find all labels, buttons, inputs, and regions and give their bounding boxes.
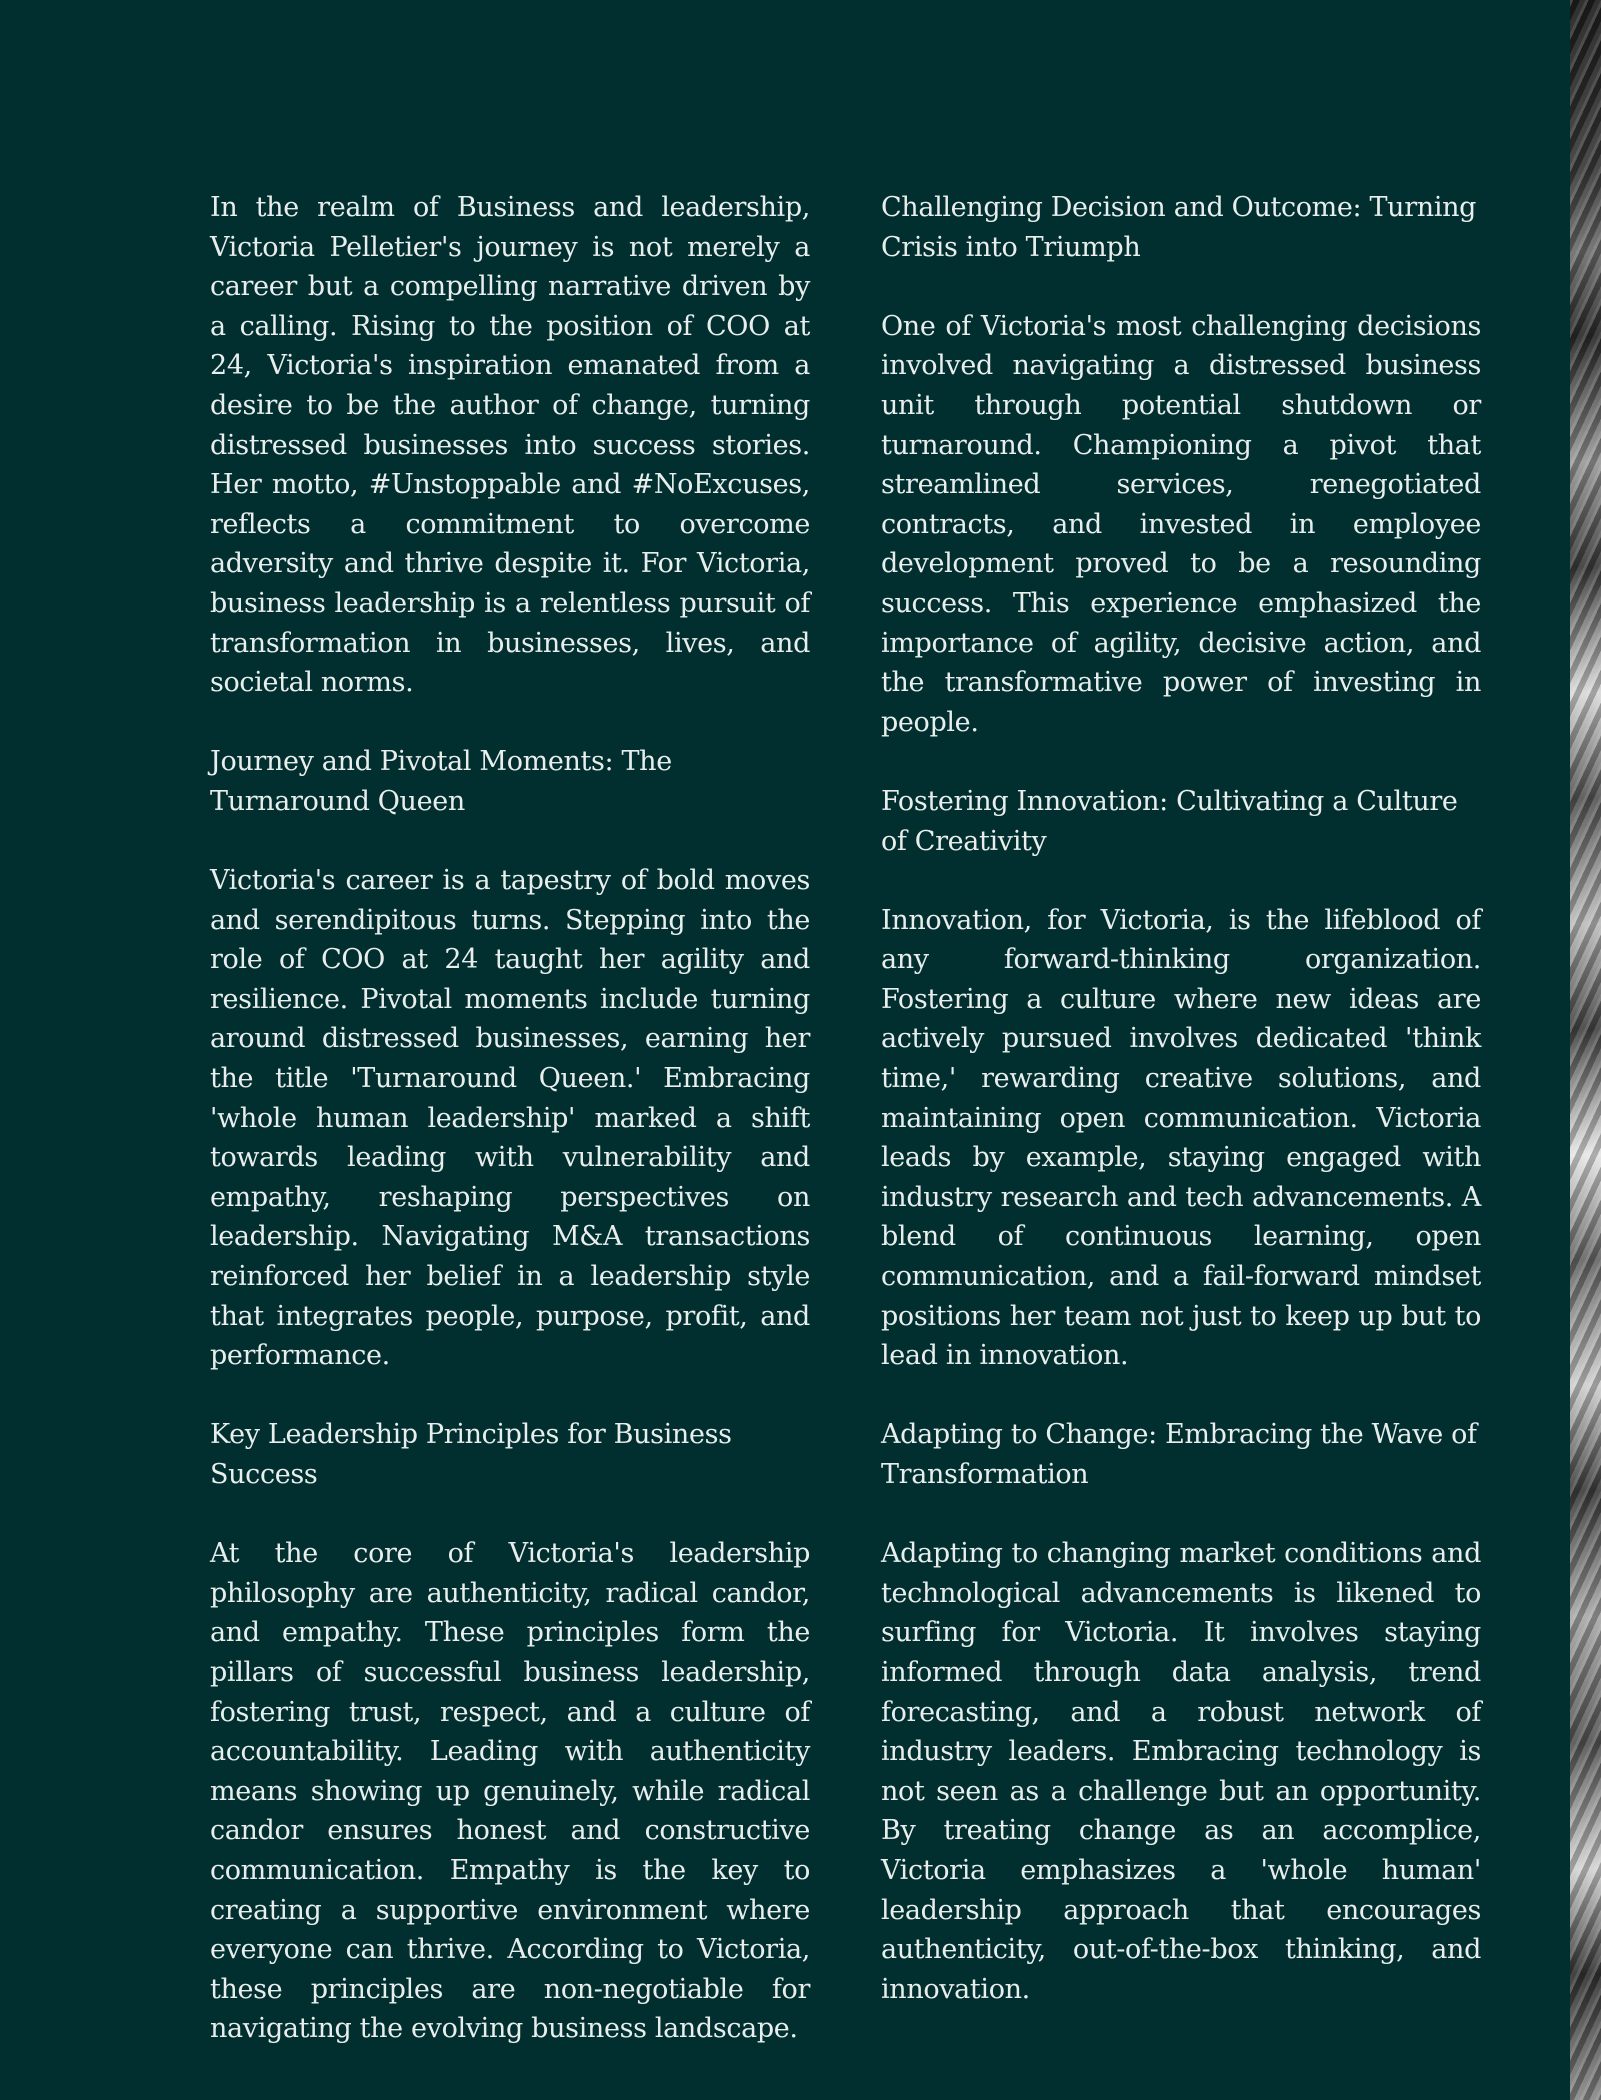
innovation-paragraph: Innovation, for Victoria, is the lifeblood of any forward-thinking organization. Fostering a culture where new ideas are actively pursued involves dedicated 'think time,' rewarding creative solutions, and maintaining open communication. Victoria leads by example, staying engaged with industry research and tech advancements. A blend of continuous learning, open communication, and a fail-forward mindset positions her team not just to keep up but to lead in innovation. [881, 904, 1481, 1372]
change-paragraph: Adapting to changing market conditions and technological advancements is likened to surfing for Victoria. It involves staying informed through data analysis, trend forecasting, and a robust network of industry leaders. Embracing technology is not seen as a challenge but an opportunity. By treating change as an accomplice, Victoria emphasizes a 'whole human' leadership approach that encourages authenticity, out-of-the-box thinking, and innovation. [881, 1538, 1481, 2005]
change-heading: Adapting to Change: Embracing the Wave of Transformation [881, 1419, 1477, 1490]
principles-paragraph: At the core of Victoria's leadership philosophy are authenticity, radical candor, and empathy. These principles form the pillars of successful business leadership, fostering trust, respect, and a culture of accountability. Leading with authenticity means showing up genuinely, while radical candor ensures honest and constructive communication. Empathy is the key to creating a supportive environment where everyone can thrive. According to Victoria, these principles are non-negotiable for navigating the evolving business landscape. [210, 1538, 810, 2045]
intro-paragraph: In the realm of Business and leadership, Victoria Pelletier's journey is not merely a career but a compelling narrative driven by a calling. Rising to the position of COO at 24, Victoria's inspiration emanated from a desire to be the author of change, turning distressed businesses into success stories. Her motto, #Unstoppable and #NoExcuses, reflects a commitment to overcome adversity and thrive despite it. For Victoria, business leadership is a relentless pursuit of transformation in businesses, lives, and societal norms. [210, 192, 810, 699]
portrait-photo-edge [1570, 0, 1601, 2100]
journey-paragraph: Victoria's career is a tapestry of bold moves and serendipitous turns. Stepping into the role of COO at 24 taught her agility and resilience. Pivotal moments include turning around distressed businesses, earning her the title 'Turnaround Queen.' Embracing 'whole human leadership' marked a shift towards leading with vulnerability and empathy, reshaping perspectives on leadership. Navigating M&A transactions reinforced her belief in a leadership style that integrates people, purpose, profit, and performance. [210, 865, 810, 1372]
decision-paragraph: One of Victoria's most challenging decisions involved navigating a distressed business unit through potential shutdown or turnaround. Championing a pivot that streamlined services, renegotiated contracts, and invested in employee development proved to be a resounding success. This experience emphasized the importance of agility, decisive action, and the transformative power of investing in people. [881, 310, 1481, 738]
journey-heading: Journey and Pivotal Moments: The Turnaround Queen [210, 746, 672, 817]
left-column [210, 188, 810, 2049]
decision-heading: Challenging Decision and Outcome: Turning Crisis into Triumph [881, 192, 1477, 263]
right-column [881, 188, 1481, 2009]
innovation-heading: Fostering Innovation: Cultivating a Culture of Creativity [881, 785, 1458, 857]
principles-heading: Key Leadership Principles for Business Success [210, 1419, 732, 1490]
